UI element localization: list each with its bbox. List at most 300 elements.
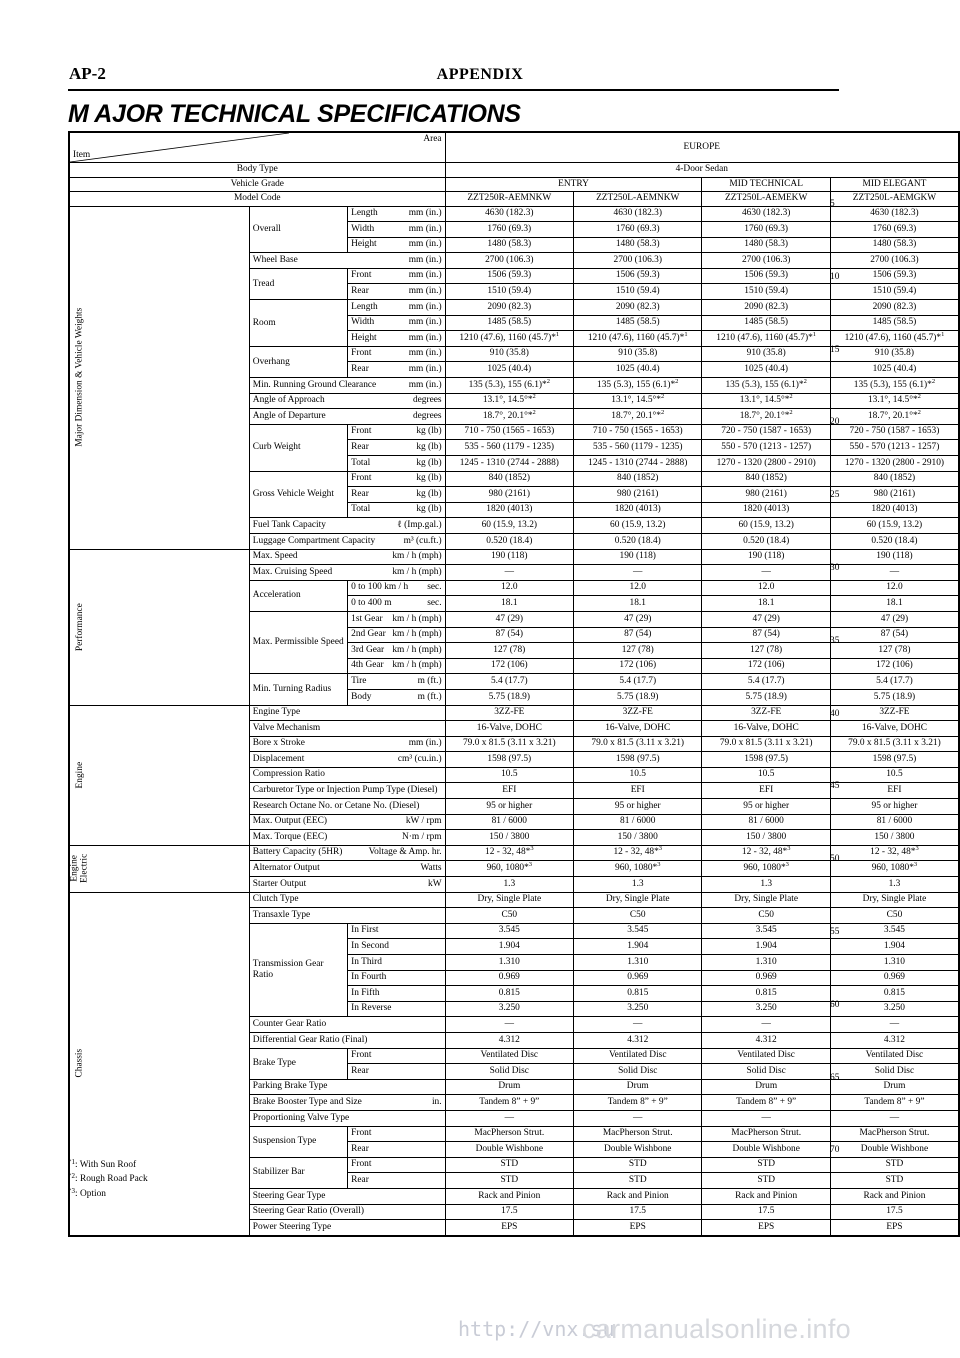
spec-value-text: 535 - 560 (1179 - 1235) (464, 442, 555, 452)
spec-value (702, 253, 830, 269)
spec-value-text: 87 (54) (495, 629, 523, 640)
spec-value (574, 643, 702, 659)
spec-value (574, 378, 702, 394)
item-unit: mm (in.) (408, 738, 442, 749)
item-unit: kg (lb) (416, 473, 442, 484)
footnote-ref: 1 (555, 330, 560, 338)
item-unit: km / h (mph) (392, 644, 442, 655)
vehicle-grade-label: Vehicle Grade (69, 177, 445, 192)
spec-value-text: Solid Disc (489, 1065, 529, 1076)
spec-value (702, 1110, 830, 1126)
spec-value-text: 1.310 (498, 956, 520, 967)
spec-value-text: 12 - 32, 48* (741, 847, 788, 858)
section-label-text: Engine Electric (69, 854, 90, 884)
item-sub-label: Length (351, 208, 378, 219)
section-title: APPENDIX (436, 66, 524, 83)
item-label-text: Angle of Departure (252, 410, 326, 421)
item-label (249, 533, 445, 549)
spec-value (574, 799, 702, 815)
spec-value-text: 0.969 (498, 972, 520, 983)
footnote-ref: 3 (657, 861, 661, 869)
spec-value (574, 393, 702, 409)
spec-value (702, 222, 830, 238)
item-sub (348, 580, 445, 596)
spec-value (574, 1079, 702, 1095)
spec-value-text: 1.3 (503, 878, 516, 889)
spec-value-text: 1480 (58.3) (744, 239, 789, 250)
spec-value (830, 736, 959, 752)
item-sub-label: Total (351, 504, 371, 515)
item-sub (348, 1048, 445, 1064)
spec-value (574, 284, 702, 300)
line-number: 15 (830, 344, 840, 355)
spec-value (702, 440, 830, 456)
spec-value (702, 752, 830, 768)
spec-value (445, 393, 573, 409)
item-label-text: Angle of Approach (252, 395, 325, 406)
item-unit: m (ft.) (417, 675, 442, 686)
item-group: Overall (249, 206, 347, 253)
spec-value-text: STD (885, 1159, 904, 1170)
spec-value (445, 456, 573, 472)
spec-value-text: 3ZZ-FE (622, 707, 653, 718)
item-sub-label: In Second (351, 941, 389, 951)
item-sub (348, 300, 445, 316)
spec-value-text: 47 (29) (495, 613, 523, 624)
spec-value-text: 1025 (40.4) (615, 364, 660, 375)
spec-value (445, 1017, 573, 1033)
item-sub (348, 643, 445, 659)
spec-value (574, 1001, 702, 1017)
spec-value (445, 767, 573, 783)
spec-value-text: 17.5 (757, 1206, 775, 1217)
spec-value-text: 2090 (82.3) (744, 301, 789, 312)
spec-value (702, 799, 830, 815)
spec-value (445, 752, 573, 768)
spec-value-text: 172 (106) (490, 660, 528, 671)
item-sub-label: Width (351, 223, 375, 234)
spec-value-text: Ventilated Disc (865, 1050, 924, 1061)
spec-value (830, 346, 959, 362)
item-group: Acceleration (249, 580, 347, 611)
spec-value (445, 627, 573, 643)
spec-value (445, 1079, 573, 1095)
model-code-value: ZZT250L-AEMEKW (702, 192, 830, 207)
item-sub-label: In Reverse (351, 1003, 392, 1014)
spec-value-text: 5.75 (18.9) (873, 691, 916, 702)
spec-value (445, 253, 573, 269)
spec-value-text: 1245 - 1310 (2744 - 2888) (588, 457, 688, 468)
spec-value (574, 222, 702, 238)
spec-value (445, 689, 573, 705)
spec-value (702, 658, 830, 674)
item-label (249, 799, 445, 815)
spec-value-text: 910 (35.8) (746, 348, 786, 359)
spec-value (702, 939, 830, 955)
spec-value (830, 1064, 959, 1080)
item-label-text: Bore x Stroke (252, 738, 305, 749)
item-label (249, 892, 445, 908)
spec-value-text: 720 - 750 (1587 - 1653) (849, 426, 940, 437)
spec-value (445, 1126, 573, 1142)
item-sub (348, 923, 445, 939)
footnote-text: : Option (75, 1188, 106, 1199)
spec-value-text: 840 (1852) (488, 473, 530, 484)
item-unit: mm (in.) (408, 239, 442, 250)
item-unit: kg (lb) (416, 426, 442, 437)
spec-value (445, 300, 573, 316)
spec-value-text: — (889, 566, 900, 577)
spec-value-text: 2090 (82.3) (872, 301, 917, 312)
spec-value-text: EFI (630, 785, 645, 796)
section-label (69, 206, 249, 549)
item-sub (348, 1173, 445, 1189)
spec-value (830, 767, 959, 783)
footnote (68, 1171, 148, 1185)
item-unit: degrees (412, 395, 442, 406)
item-group: Max. Permissible Speed (249, 611, 347, 673)
item-unit: N·m / rpm (401, 831, 442, 842)
spec-value-text: 0.815 (498, 987, 520, 998)
spec-value-text: 47 (29) (880, 613, 909, 624)
spec-value-text: EFI (502, 785, 517, 796)
item-group: Gross Vehicle Weight (249, 471, 347, 518)
spec-value-text: C50 (758, 909, 774, 920)
spec-value-text: 81 / 6000 (491, 816, 527, 827)
spec-value (574, 986, 702, 1002)
spec-value (702, 315, 830, 331)
line-number: 70 (830, 1145, 840, 1156)
spec-value (574, 1142, 702, 1158)
spec-value (702, 767, 830, 783)
spec-value (445, 596, 573, 612)
footnote-ref: 2 (917, 393, 921, 401)
spec-value-text: Dry, Single Plate (477, 894, 542, 905)
item-sub (348, 939, 445, 955)
spec-value-text: 1.3 (631, 878, 644, 889)
spec-value (830, 1157, 959, 1173)
spec-value (830, 362, 959, 378)
item-label-text: Clutch Type (252, 894, 299, 905)
item-unit: mm (in.) (408, 301, 442, 312)
item-unit: mm (in.) (408, 286, 442, 297)
item-label-text: Research Octane No. or Cetane No. (Diesel) (252, 800, 420, 811)
item-unit: kg (lb) (416, 457, 442, 468)
spec-value (574, 456, 702, 472)
spec-value (574, 1157, 702, 1173)
spec-value (574, 1064, 702, 1080)
spec-value-text: 910 (35.8) (874, 348, 914, 359)
spec-value-text: 910 (35.8) (618, 348, 658, 359)
footnote-ref: 3 (913, 861, 918, 869)
spec-value-text: 1760 (69.3) (615, 223, 660, 234)
spec-value-text: 0.520 (18.4) (486, 535, 533, 546)
spec-value-text: 1.3 (760, 878, 773, 889)
spec-value (445, 674, 573, 690)
spec-value (574, 830, 702, 846)
footnote-ref: 2 (931, 377, 936, 385)
spec-value-text: 710 - 750 (1565 - 1653) (464, 426, 555, 437)
spec-value-text: Dry, Single Plate (605, 894, 670, 905)
spec-value (445, 705, 573, 721)
spec-value-text: C50 (501, 909, 518, 920)
spec-value (574, 237, 702, 253)
spec-value (445, 970, 573, 986)
spec-value-text: STD (500, 1174, 519, 1185)
spec-value (574, 674, 702, 690)
spec-value-text: — (761, 566, 771, 577)
spec-value-text: 79.0 x 81.5 (3.11 x 3.21) (719, 738, 813, 749)
spec-value-text: 2700 (106.3) (741, 254, 791, 265)
spec-value-text: 1598 (97.5) (487, 753, 532, 764)
spec-value-text: 1.310 (627, 956, 649, 967)
item-unit: mm (in.) (408, 317, 442, 328)
item-unit: Voltage & Amp. hr. (368, 847, 442, 858)
item-label (249, 393, 445, 409)
spec-value-text: 4630 (182.3) (613, 208, 662, 219)
spec-value-text: 1820 (4013) (486, 504, 533, 515)
spec-value (574, 892, 702, 908)
spec-value (702, 471, 830, 487)
spec-value (445, 565, 573, 581)
item-label (249, 861, 445, 877)
spec-value (830, 689, 959, 705)
spec-value (574, 1173, 702, 1189)
item-sub-label: Front (351, 348, 372, 359)
spec-value-text: 5.4 (17.7) (876, 675, 913, 686)
item-label-text: Min. Running Ground Clearance (252, 379, 377, 390)
spec-value (445, 487, 573, 503)
item-label-text: Transaxle Type (252, 909, 311, 920)
spec-value (702, 611, 830, 627)
header-rule (68, 89, 839, 91)
footnote-ref: 2 (546, 377, 550, 385)
spec-value (702, 409, 830, 425)
item-unit: kW / rpm (405, 816, 442, 827)
spec-value-text: 127 (78) (878, 644, 911, 655)
spec-value (574, 1188, 702, 1204)
spec-value (445, 424, 573, 440)
spec-value (702, 300, 830, 316)
spec-value (830, 1095, 959, 1111)
spec-value (830, 1188, 959, 1204)
spec-value-text: 4.312 (755, 1034, 777, 1045)
spec-value (702, 689, 830, 705)
spec-value-text: Rack and Pinion (735, 1190, 798, 1201)
spec-value-text: 0.815 (627, 987, 649, 998)
item-label (249, 549, 445, 565)
spec-value-text: 980 (2161) (745, 488, 787, 499)
spec-value-text: 0.969 (755, 972, 777, 983)
spec-value-text: 840 (1852) (873, 473, 916, 484)
spec-value-text: 10.5 (757, 769, 775, 780)
spec-value (574, 1126, 702, 1142)
spec-value (445, 1110, 573, 1126)
spec-value (574, 1110, 702, 1126)
item-label-text: Power Steering Type (252, 1221, 332, 1232)
spec-value (830, 1204, 959, 1220)
spec-value (574, 1048, 702, 1064)
item-label-text: Engine Type (252, 707, 301, 718)
spec-value (830, 643, 959, 659)
spec-value (445, 1157, 573, 1173)
item-sub (348, 502, 445, 518)
spec-value (445, 908, 573, 924)
item-unit: mm (in.) (408, 254, 442, 265)
model-code-value: ZZT250L-AEMNKW (574, 192, 702, 207)
spec-value-text: 3.545 (755, 925, 777, 936)
spec-value (830, 1079, 959, 1095)
spec-value (574, 596, 702, 612)
spec-value-text: 16-Valve, DOHC (861, 722, 927, 733)
item-label (249, 253, 445, 269)
spec-value-text: 1480 (58.3) (615, 239, 660, 250)
spec-value-text: 5.4 (17.7) (619, 675, 657, 686)
item-label (249, 814, 445, 830)
spec-value-text: 18.7°, 20.1°* (739, 410, 790, 421)
spec-value-text: 5.4 (17.7) (747, 675, 785, 686)
item-sub (348, 331, 445, 347)
spec-value (702, 861, 830, 877)
item-sub (348, 970, 445, 986)
spec-value-text: 0.815 (755, 987, 777, 998)
spec-value-text: 1210 (47.6), 1160 (45.7)* (844, 332, 942, 343)
item-sub-label: Rear (351, 286, 369, 297)
spec-value-text: Rack and Pinion (606, 1190, 669, 1201)
spec-value (574, 206, 702, 222)
spec-value (830, 237, 959, 253)
spec-value (830, 721, 959, 737)
item-label (249, 783, 445, 799)
corner-item-label: Item (73, 149, 91, 160)
item-group: Min. Turning Radius (249, 674, 347, 705)
corner-diagonal (70, 133, 289, 162)
spec-value-text: STD (757, 1159, 776, 1170)
spec-value (445, 1048, 573, 1064)
spec-value (702, 596, 830, 612)
spec-value (702, 487, 830, 503)
item-sub (348, 1001, 445, 1017)
item-sub (348, 237, 445, 253)
item-sub-label: Height (351, 239, 377, 250)
item-unit: mm (in.) (408, 332, 442, 343)
spec-row (69, 705, 959, 721)
spec-value (702, 736, 830, 752)
item-label (249, 565, 445, 581)
spec-value-text: 1506 (59.3) (487, 270, 532, 281)
spec-value (702, 378, 830, 394)
spec-value (574, 908, 702, 924)
page-number: AP-2 (69, 64, 106, 83)
footnote-ref: 1 (684, 330, 688, 338)
footnote-ref: 1 (812, 330, 817, 338)
spec-value-text: 1485 (58.5) (487, 317, 532, 328)
spec-value (445, 518, 573, 534)
line-number: 45 (830, 781, 840, 792)
spec-value (702, 580, 830, 596)
spec-value-text: 150 / 3800 (874, 831, 915, 842)
spec-value (830, 1142, 959, 1158)
spec-value-text: 535 - 560 (1179 - 1235) (592, 442, 683, 452)
spec-value (830, 300, 959, 316)
spec-value (702, 627, 830, 643)
spec-value-text: — (504, 1112, 514, 1123)
spec-value-text: 60 (15.9, 13.2) (610, 519, 666, 530)
spec-value (830, 533, 959, 549)
spec-value (574, 346, 702, 362)
item-group: Stabilizer Bar (249, 1157, 347, 1188)
footnotes (68, 1157, 148, 1200)
spec-value-text: 3ZZ-FE (494, 707, 525, 718)
spec-value-text: 710 - 750 (1565 - 1653) (592, 426, 683, 437)
item-sub (348, 986, 445, 1002)
spec-value (830, 206, 959, 222)
spec-value-text: 87 (54) (752, 629, 780, 640)
spec-value (574, 362, 702, 378)
spec-value-text: Double Wishbone (604, 1143, 672, 1154)
spec-value (830, 1001, 959, 1017)
item-sub (348, 440, 445, 456)
item-sub (348, 284, 445, 300)
item-label-text: Wheel Base (252, 254, 298, 265)
spec-value (702, 970, 830, 986)
spec-value-text: 3.250 (498, 1003, 520, 1014)
item-sub (348, 456, 445, 472)
item-sub-label: Body (351, 691, 372, 702)
item-label-text: Alternator Output (252, 863, 320, 874)
item-unit: km / h (mph) (392, 660, 442, 671)
spec-value (830, 408, 959, 428)
spec-value (830, 799, 959, 815)
spec-value-text: 18.1 (757, 597, 775, 608)
spec-value-text: 0.520 (18.4) (614, 535, 661, 546)
spec-value (830, 580, 959, 596)
spec-value (574, 549, 702, 565)
spec-value (830, 487, 959, 503)
spec-value (830, 284, 959, 300)
item-sub (348, 674, 445, 690)
spec-value-text: 3.250 (883, 1003, 905, 1014)
table-header-area (69, 132, 959, 163)
spec-value-text: 960, 1080* (486, 863, 529, 874)
item-label-text: Max. Cruising Speed (252, 566, 333, 577)
item-sub-label: Rear (351, 364, 369, 375)
footnote-ref: 3 (915, 845, 919, 853)
spec-value (830, 861, 959, 877)
item-sub (348, 596, 445, 612)
item-sub-label: Front (351, 270, 372, 281)
spec-value-text: 1485 (58.5) (872, 317, 917, 328)
spec-value-text: 17.5 (886, 1206, 903, 1217)
spec-value-text: 1760 (69.3) (487, 223, 532, 234)
spec-value-text: EPS (758, 1221, 775, 1232)
spec-value-text: Solid Disc (874, 1065, 915, 1076)
spec-value-text: 5.4 (17.7) (490, 675, 528, 686)
spec-value-text: 3ZZ-FE (751, 707, 782, 718)
item-sub (348, 471, 445, 487)
area-value: EUROPE (445, 132, 959, 163)
spec-value (830, 596, 959, 612)
item-label-text: Displacement (252, 753, 305, 764)
spec-value (445, 830, 573, 846)
item-sub-label: Tire (351, 675, 367, 686)
spec-value-text: 980 (2161) (873, 488, 916, 499)
spec-value (830, 674, 959, 690)
spec-value-text: 2700 (106.3) (485, 254, 534, 265)
spec-value (445, 877, 573, 893)
item-label (249, 908, 445, 924)
spec-value-text: Rack and Pinion (478, 1190, 541, 1201)
